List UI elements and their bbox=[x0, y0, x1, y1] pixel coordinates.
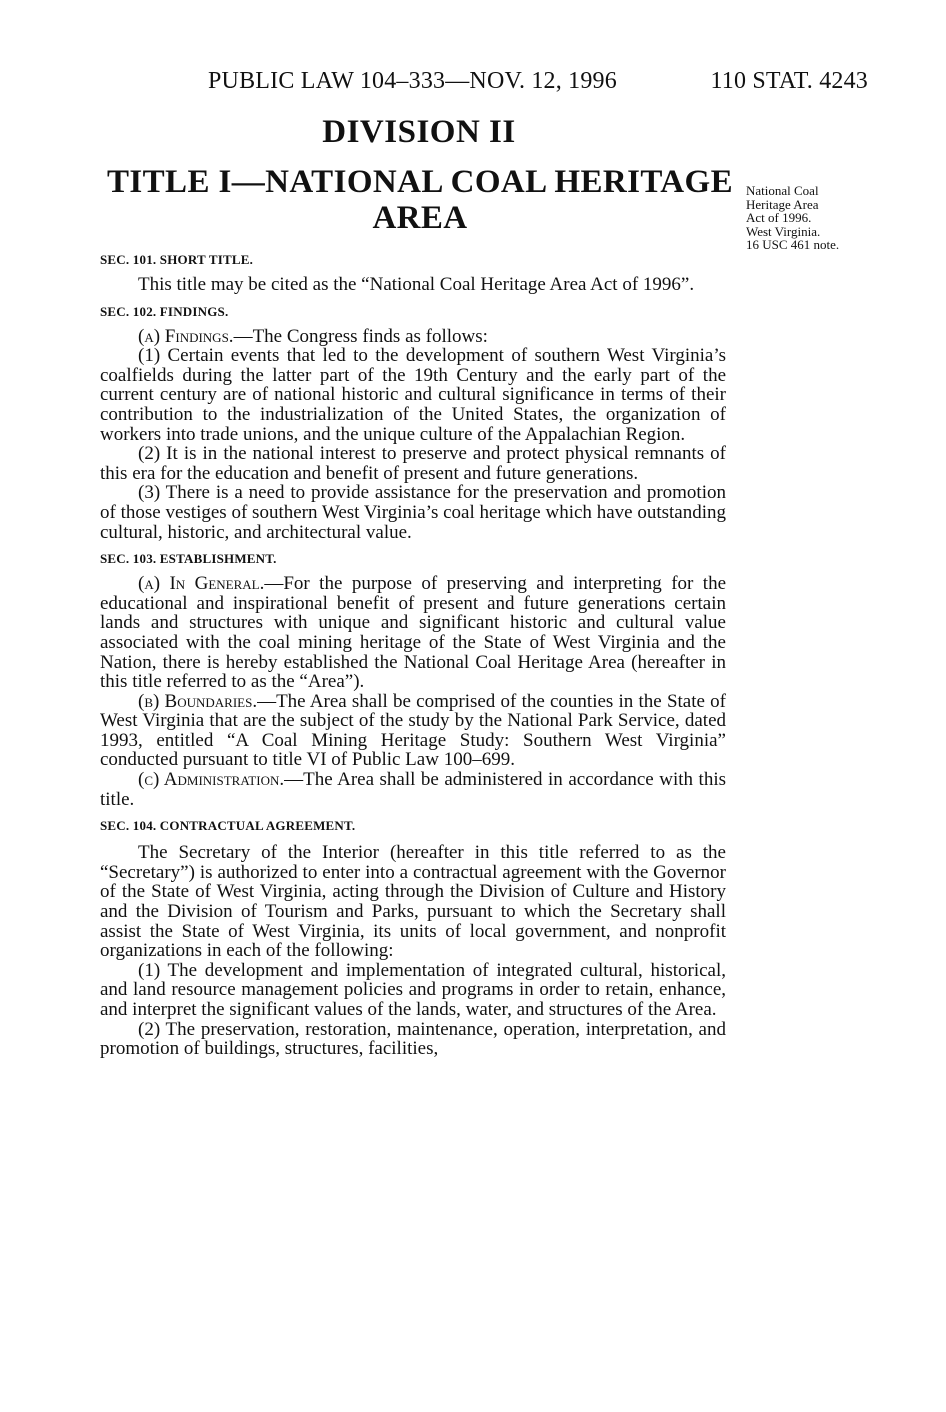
header-public-law: PUBLIC LAW 104–333—NOV. 12, 1996 bbox=[208, 68, 617, 94]
section-heading-102: SEC. 102. FINDINGS. bbox=[100, 303, 229, 319]
margin-note bbox=[746, 184, 916, 252]
section-104-text: The Secretary of the Interior (hereafter in this title referred to as the “Secretary”) is authorized to enter into a contractual agreement with the Governor of the State of West Virginia, acting through the Division of Culture and History and the Division of Tourism and Parks, pursuant to which the Secretary shall assist the State of West Virginia, its units of local government, and nonprofit organizations in each of the following: bbox=[100, 842, 726, 962]
margin-note-line: Heritage Area bbox=[746, 196, 819, 212]
assistance-item-1: (1) The development and implementation of integrated cultural, historical, and land resource management policies and programs in order to retain, enhance, and interpret the significant values of the lands, water, and structures of the Area. bbox=[100, 959, 726, 1020]
subsection-lead: (a) Findings. bbox=[138, 325, 234, 347]
section-103-b bbox=[100, 692, 726, 770]
running-header bbox=[208, 68, 868, 102]
subsection-lead: (a) In General. bbox=[138, 573, 265, 595]
subsection-text: —The Area shall be administered in accordance with this title. bbox=[100, 769, 726, 810]
section-heading-103: SEC. 103. ESTABLISHMENT. bbox=[100, 551, 277, 567]
margin-note-line: 16 USC 461 note. bbox=[746, 237, 840, 252]
section-103-a bbox=[100, 574, 726, 692]
margin-note-line: Act of 1996. bbox=[746, 210, 812, 225]
section-102-a bbox=[100, 327, 726, 347]
title-heading: TITLE I—NATIONAL COAL HERITAGE AREA bbox=[106, 164, 733, 236]
section-101-text: This title may be cited as the “National Coal Heritage Area Act of 1996”. bbox=[138, 274, 695, 295]
document-body bbox=[100, 251, 726, 1059]
section-heading-104: SEC. 104. CONTRACTUAL AGREEMENT. bbox=[100, 818, 356, 834]
finding-2: (2) It is in the national interest to preserve and protect physical remnants of this era for the education and benefit of present and future generations. bbox=[100, 443, 726, 484]
assistance-item-2: (2) The preservation, restoration, maintenance, operation, interpretation, and promotion of buildings, structures, facilities, bbox=[100, 1018, 726, 1060]
margin-note-line: West Virginia. bbox=[746, 223, 821, 239]
finding-3: (3) There is a need to provide assistance for the preservation and promotion of those vestiges of southern West Virginia’s coal heritage which have outstanding cultural, historic, and architectural value. bbox=[100, 482, 726, 543]
section-103-c bbox=[100, 770, 726, 809]
header-statute-page: 110 STAT. 4243 bbox=[710, 68, 868, 94]
margin-note-line: National Coal bbox=[746, 183, 819, 198]
section-heading-101: SEC. 101. SHORT TITLE. bbox=[100, 252, 254, 267]
subsection-text: —The Area shall be comprised of the counties in the State of West Virginia that are the subject of the study by the National Park Service, dated 1993, entitled “A Coal Mining Heritage Study: Southern West Virginia” conducted pursuant to title VI of Public Law 100–699. bbox=[100, 690, 726, 771]
subsection-lead: (b) Boundaries. bbox=[138, 690, 258, 712]
subsection-text: —For the purpose of preserving and interpreting for the educational and inspirational benefit of present and future generations certain lands and structures with unique and significant historic and cultural value associated with the coal mining heritage of the State of West Virginia and the Nation, there is hereby established the National Coal Heritage Area (hereafter in this title referred to as the “Area”). bbox=[100, 573, 727, 693]
subsection-lead: (c) Administration. bbox=[138, 769, 285, 791]
division-heading: DIVISION II bbox=[322, 114, 516, 150]
subsection-text: —The Congress finds as follows: bbox=[233, 325, 488, 347]
finding-1: (1) Certain events that led to the development of southern West Virginia’s coalfields during the latter part of the 19th Century and the early part of the current century are of national historic and cultural significance in terms of their contribution to the industrialization of the United States, the organization of workers into trade unions, and the unique culture of the Appalachian Region. bbox=[100, 345, 726, 445]
